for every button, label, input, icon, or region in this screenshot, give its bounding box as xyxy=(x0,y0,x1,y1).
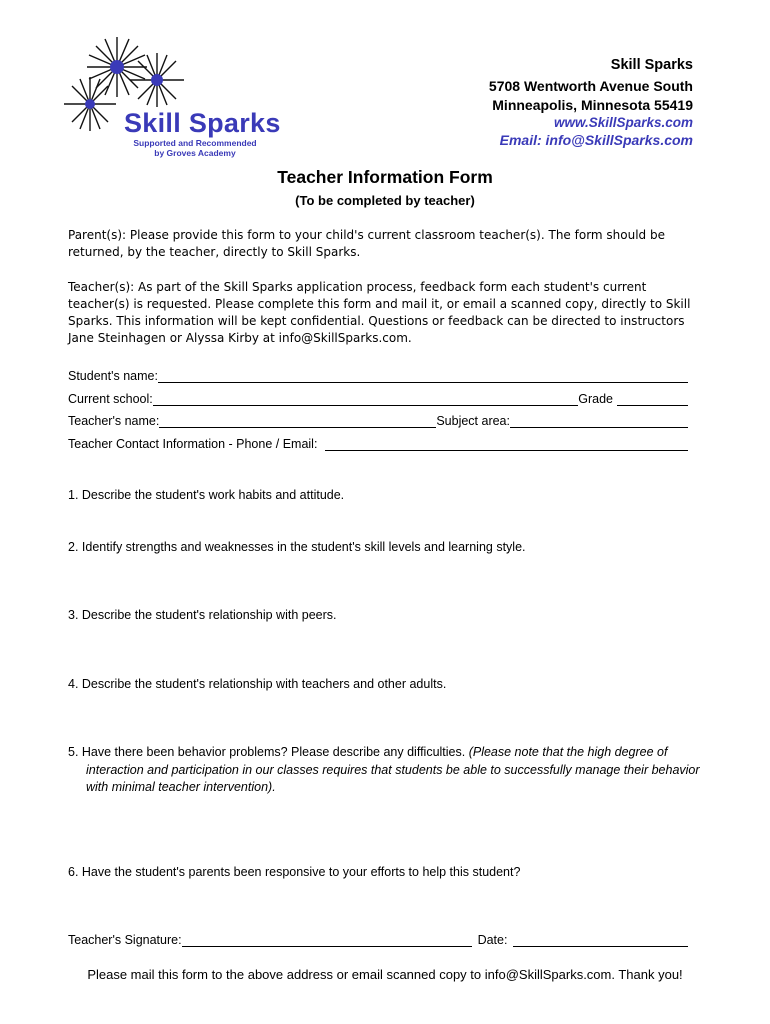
current-school-label: Current school: xyxy=(68,392,153,406)
student-name-field[interactable] xyxy=(158,370,688,383)
city-address: Minneapolis, Minnesota 55419 xyxy=(492,97,693,113)
street-address: 5708 Wentworth Avenue South xyxy=(488,78,693,94)
question-5-note-line-3: with minimal teacher intervention). xyxy=(86,780,276,794)
logo-tagline-line-2: by Groves Academy xyxy=(154,148,236,158)
question-6: 6. Have the student's parents been responsive to your efforts to help this student? xyxy=(68,865,521,879)
teacher-name-label: Teacher's name: xyxy=(68,414,160,428)
question-3: 3. Describe the student's relationship with peers. xyxy=(68,608,337,622)
grade-field[interactable] xyxy=(617,393,688,406)
teacher-signature-field[interactable] xyxy=(182,934,472,947)
email-link[interactable]: Email: info@SkillSparks.com xyxy=(499,132,693,148)
teacher-signature-label: Teacher's Signature: xyxy=(68,933,182,947)
teachers-instructions: Teacher(s): As part of the Skill Sparks application process, feedback form each student's current teacher(s) is requested. Please complete this form and mail it, or email a scanned copy, directly to Skill Sparks. This information will be kept confidential. Questions or feedback can be directed to instructors Jane Steinhagen or Alyssa Kirby at info@SkillSparks.com. xyxy=(68,280,691,345)
org-name: Skill Sparks xyxy=(610,57,693,73)
website-link[interactable]: www.SkillSparks.com xyxy=(553,115,693,130)
question-5-note-line-1: (Please note that the high degree of xyxy=(468,745,668,759)
form-subtitle: (To be completed by teacher) xyxy=(295,193,475,208)
date-label: Date: xyxy=(477,933,508,947)
student-name-label: Student's name: xyxy=(68,369,158,383)
question-2: 2. Identify strengths and weaknesses in the student's skill levels and learning style. xyxy=(68,540,526,554)
signature-row xyxy=(68,933,688,947)
subject-area-label: Subject area: xyxy=(436,414,510,428)
teacher-name-field[interactable] xyxy=(159,415,436,428)
logo-tagline-line-1: Supported and Recommended xyxy=(133,138,257,148)
question-5-note-line-2: interaction and participation in our classes requires that students be able to successfully manage their behavior xyxy=(86,762,700,777)
parents-instructions: Parent(s): Please provide this form to your child's current classroom teacher(s). The form should be returned, by the teacher, directly to Skill Sparks. xyxy=(68,228,665,259)
form-title: Teacher Information Form xyxy=(277,167,493,187)
school-grade-row xyxy=(68,392,688,406)
question-5-text: 5. Have there been behavior problems? Please describe any difficulties. xyxy=(68,745,469,759)
logo-title: Skill Sparks xyxy=(124,108,281,138)
logo-tagline xyxy=(126,138,264,158)
question-1: 1. Describe the student's work habits and attitude. xyxy=(68,488,345,502)
teacher-contact-row xyxy=(68,437,688,451)
grade-label: Grade xyxy=(578,392,613,406)
teacher-contact-field[interactable] xyxy=(325,438,688,451)
subject-area-field[interactable] xyxy=(510,415,688,428)
teacher-subject-row xyxy=(68,414,688,428)
current-school-field[interactable] xyxy=(153,393,578,406)
student-name-row xyxy=(68,369,688,383)
footer-note: Please mail this form to the above address or email scanned copy to info@SkillSparks.com. Thank you! xyxy=(87,967,683,982)
date-field[interactable] xyxy=(513,934,688,947)
question-5 xyxy=(68,744,718,797)
question-4: 4. Describe the student's relationship with teachers and other adults. xyxy=(68,677,447,691)
teacher-contact-label: Teacher Contact Information - Phone / Email: xyxy=(68,437,318,451)
